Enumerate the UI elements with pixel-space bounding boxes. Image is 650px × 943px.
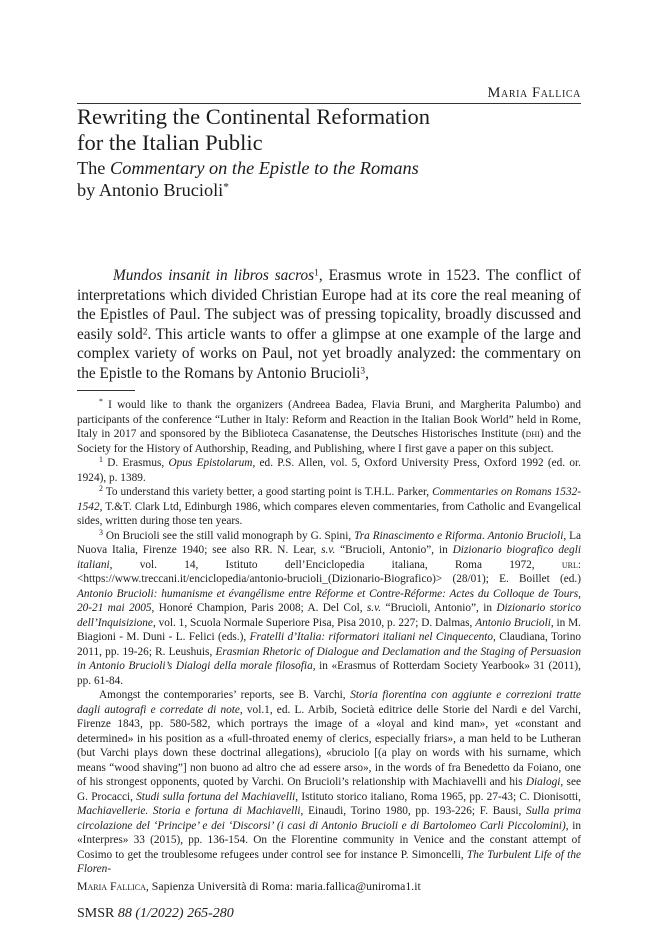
footnote-cont-text-f: , in «Interpres» 33 (2015), pp. 136-154. On the Florentine community in Venice and the constant attempt of Cosimo to get the troublesome refugees under control see for instance P. Simoncelli,: [77, 819, 581, 861]
footnote-cont-italic-2: Dialogi: [525, 776, 561, 788]
footnote-1-mark: 1: [99, 455, 103, 465]
footnote-ref-1[interactable]: 1: [314, 268, 319, 279]
footnote-3-text-c: “Brucioli, Antonio”, in: [335, 544, 453, 556]
footnote-3-text-g: “Brucioli, Antonio”, in: [381, 602, 497, 614]
footnote-3-url[interactable]: : <https://www.treccani.it/enciclopedia/antonio-brucioli_(Dizionario-Biografico)> (28/01); E. Boillet (ed.): [77, 558, 581, 585]
footnote-3: [77, 529, 581, 689]
journal-issue: 88 (1/2022) 265-280: [117, 906, 234, 921]
footnote-3-italic-7: Antonio Brucioli: [475, 616, 551, 629]
body-part-3: ,: [365, 364, 369, 382]
title-line-1: Rewriting the Continental Reformation: [77, 104, 431, 129]
running-head: Maria Fallica: [487, 85, 581, 101]
footnote-ref-2[interactable]: 2: [142, 327, 148, 338]
footnote-star-mark: *: [99, 397, 103, 407]
footnote-cont-italic-5: Sulla prima circolazione del ‘Principe’ e dei ‘Discorsi’ (i casi di Antonio Brucioli e di Bartolomeo Carli Piccolomini): [77, 805, 581, 832]
footnote-1-italic: Opus Epistolarum: [168, 457, 253, 469]
author-affiliation: [77, 879, 581, 894]
body-quote: Mundos insanit in libros sacros: [113, 267, 315, 284]
footnote-cont-italic-4: Machiavellerie. Storia e fortuna di Machiavelli: [77, 805, 301, 817]
footnote-2: [77, 485, 581, 529]
journal-reference: [77, 906, 581, 922]
footnote-2-mark: 2: [99, 484, 103, 494]
footnote-3-italic-6: Dizionario storico dell’Inquisizione: [77, 602, 581, 629]
footnote-3-text-a: On Brucioli see the still valid monograph by G. Spini,: [102, 529, 355, 542]
footnote-2-italic: Commentaries on Romans 1532-1542: [77, 486, 582, 513]
affiliation-name: Maria Fallica: [77, 879, 146, 893]
footnote-3-text-k: , Claudiana, Torino 2011, pp. 19-26; R. Leushuis,: [77, 631, 581, 658]
footnote-3-mark: 3: [99, 527, 103, 537]
footnote-cont-text-e: , Einaudi, Torino 1980, pp. 193-226; F. Bausi,: [300, 805, 527, 817]
title-line-2: for the Italian Public: [77, 130, 263, 155]
footnote-3-italic-4: Antonio Brucioli: humanisme et évangélisme entre Réforme et Contre-Réforme: Actes du Colloque de Tours, 20-21 mai 2005: [77, 587, 581, 614]
body-part-1: , Erasmus wrote in 1523. The conflict of interpretations which divided Christian Europe had at its core the real meaning of the Epistles of Paul. The subject was of pressing topicality, broadly discussed and easily sold: [77, 267, 581, 343]
affiliation-rest: , Sapienza Università di Roma: maria.fallica@uniroma1.it: [145, 879, 421, 893]
footnote-3-text-h: , vol. 1, Scuola Normale Superiore Pisa, Pisa 2010, p. 227; D. Dalmas,: [152, 616, 476, 629]
footnote-1: [77, 456, 581, 485]
footnote-3-italic-2: s.v.: [321, 544, 336, 556]
footnote-rule: [77, 390, 135, 391]
footnote-2-text-a: To understand this variety better, a good starting point is T.H.L. Parker,: [102, 486, 433, 498]
footnote-star-text: I would like to thank the organizers (Andreea Badea, Flavia Bruni, and Margherita Palumbo) and participants of the conference “Luther in Italy: Reform and Reaction in the Italian Book World” held in Rome, Italy in 2017 and sponsored by the Biblioteca Casanatense, the Deutsches Historisches Institute (: [77, 399, 581, 440]
footnote-star: [77, 398, 581, 456]
footnote-ref-3[interactable]: 3: [360, 366, 366, 377]
article-subtitle: [77, 158, 581, 201]
footnote-star-text-2: ) and the Society for the History of Authorship, Reading, and Publishing, where I first gave a paper on this subject.: [77, 428, 581, 455]
footnote-1-text-b: , ed. P.S. Allen, vol. 5, Oxford University Press, Oxford 1992 (ed. or. 1924), p. 1389.: [77, 457, 581, 484]
journal-prefix: SMSR: [77, 906, 118, 921]
footnote-star-dhi: dhi: [525, 428, 540, 440]
footnote-3-url-label: url: [561, 558, 578, 571]
footnote-3-text-b: , La Nuova Italia, Firenze 1940; see also RR. N. Lear,: [77, 529, 582, 556]
footnote-cont-text-d: , Istituto storico italiano, Roma 1965, pp. 27-43; C. Dionisotti,: [295, 790, 581, 803]
footnote-3-italic-1: Tra Rinascimento e Riforma. Antonio Brucioli: [354, 529, 564, 542]
body-part-2: . This article wants to offer a glimpse at one example of the large and complex variety of works on Paul, not yet broadly analyzed: the commentary on the Epistle to the Romans by Antonio Brucioli: [77, 325, 581, 382]
footnote-cont-text-a: Amongst the contemporaries’ reports, see B. Varchi,: [99, 689, 351, 701]
footnotes: [77, 398, 581, 877]
footnote-3-italic-8: Fratelli d’Italia: riformatori italiani nel Cinquecento: [249, 631, 494, 643]
footnote-cont-text-b: , vol.1, ed. L. Arbib, Società editrice delle Storie del Nardi e del Varchi, Firenze 1843, pp. 580-582, which portrays the image of a «loyal and kind man», yet «constant and determined» in his position as a «full-throated enemy of clerics, especially friars», a man held to be Lutheran (but Varchi plays down these doctrinal allegations), «bruciolo [(a play on words with his surname, which means “wood shaving”] non buono ad altro che ad essere arso», in the words of fra Benedetto da Foiano, one of his strongest opponents, quoted by Varchi. On Brucioli’s relationship with Machiavelli and his: [77, 703, 581, 788]
footnote-3-text-l: , in «Erasmus of Rotterdam Society Yearbook» 31 (2011), pp. 61-84.: [77, 660, 581, 687]
article-title: [77, 104, 581, 156]
subtitle-prefix: The: [77, 158, 110, 178]
footnote-1-text-a: D. Erasmus,: [102, 457, 169, 469]
footnote-3-text-f: , Honoré Champion, Paris 2008; A. Del Col,: [151, 602, 367, 614]
footnote-3-text-d: , vol. 14, Istituto dell’Enciclopedia italiana, Roma 1972,: [109, 558, 562, 571]
footnote-cont-italic-6: The Turbulent Life of the Floren-: [77, 848, 581, 875]
subtitle-footnote-mark[interactable]: *: [223, 180, 229, 193]
footnote-cont-text-c: , see G. Procacci,: [77, 776, 581, 803]
footnote-3-italic-3: Dizionario biografico degli italiani: [77, 544, 581, 571]
footnote-cont-italic-1: Storia fiorentina con aggiunte e correzioni tratte dagli autografi e corredate di note: [77, 689, 581, 716]
body-paragraph: [77, 266, 581, 384]
footnote-2-text-b: , T.&T. Clark Ltd, Edinburgh 1986, which compares eleven commentaries, from Catholic and Evangelical sides, written during those ten years.: [77, 500, 581, 527]
footnote-3-text-j: , in M. Biagioni - M. Duni - L. Felici (eds.),: [77, 616, 581, 643]
footnote-cont-italic-3: Studi sulla fortuna del Machiavelli: [136, 790, 296, 803]
subtitle-line-2: by Antonio Brucioli: [77, 179, 224, 200]
subtitle-italic: Commentary on the Epistle to the Romans: [110, 158, 419, 178]
footnote-3-italic-9: Erasmian Rhetoric of Dialogue and Declamation and the Staging of Persuasion in Antonio Brucioli’s Dialogi della morale filosofia: [77, 645, 581, 672]
footnote-3-italic-5: s.v.: [366, 602, 382, 614]
footnote-3-continued: [77, 688, 581, 877]
